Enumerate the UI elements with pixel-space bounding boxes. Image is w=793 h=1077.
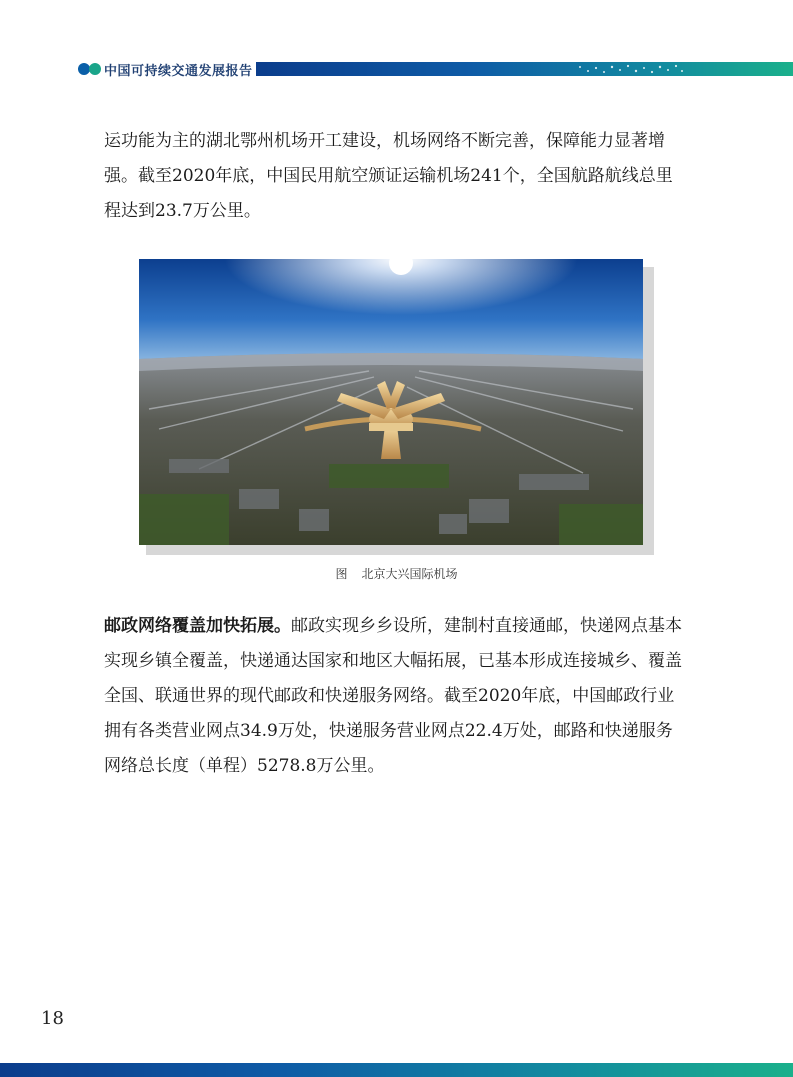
page-number: 18 — [41, 1008, 64, 1029]
paragraph-civil-aviation: 运功能为主的湖北鄂州机场开工建设，机场网络不断完善，保障能力显著增强。截至2020年底，中国民用航空颁证运输机场241个，全国航路航线总里程达到23.7万公里。 — [104, 131, 673, 221]
paragraph-body: 邮政实现乡乡设所，建制村直接通邮，快递网点基本实现乡镇全覆盖，快递通达国家和地区大幅拓展，已基本形成连接城乡、覆盖全国、联通世界的现代邮政和快递服务网络。截至2020年底，中国邮政行业拥有各类营业网点34.9万处，快递服务营业网点22.4万处，邮路和快递服务网络总长度（单程）5278.8万公里。 — [104, 616, 682, 776]
header-dot-green-icon — [89, 63, 101, 75]
paragraph-postal-network — [104, 609, 689, 784]
header-dot-pattern-icon — [576, 63, 686, 75]
figure-photo — [139, 259, 643, 545]
caption-prefix: 图 — [335, 567, 348, 581]
figure-caption — [0, 565, 793, 582]
footer-gradient-bar — [0, 1063, 793, 1077]
paragraph-lead: 邮政网络覆盖加快拓展。 — [104, 616, 291, 636]
airport-aerial-photo-icon — [139, 259, 643, 545]
caption-text: 北京大兴国际机场 — [361, 567, 458, 581]
running-header — [0, 56, 793, 80]
report-title: 中国可持续交通发展报告 — [104, 64, 253, 79]
header-gradient-bar — [256, 62, 793, 76]
